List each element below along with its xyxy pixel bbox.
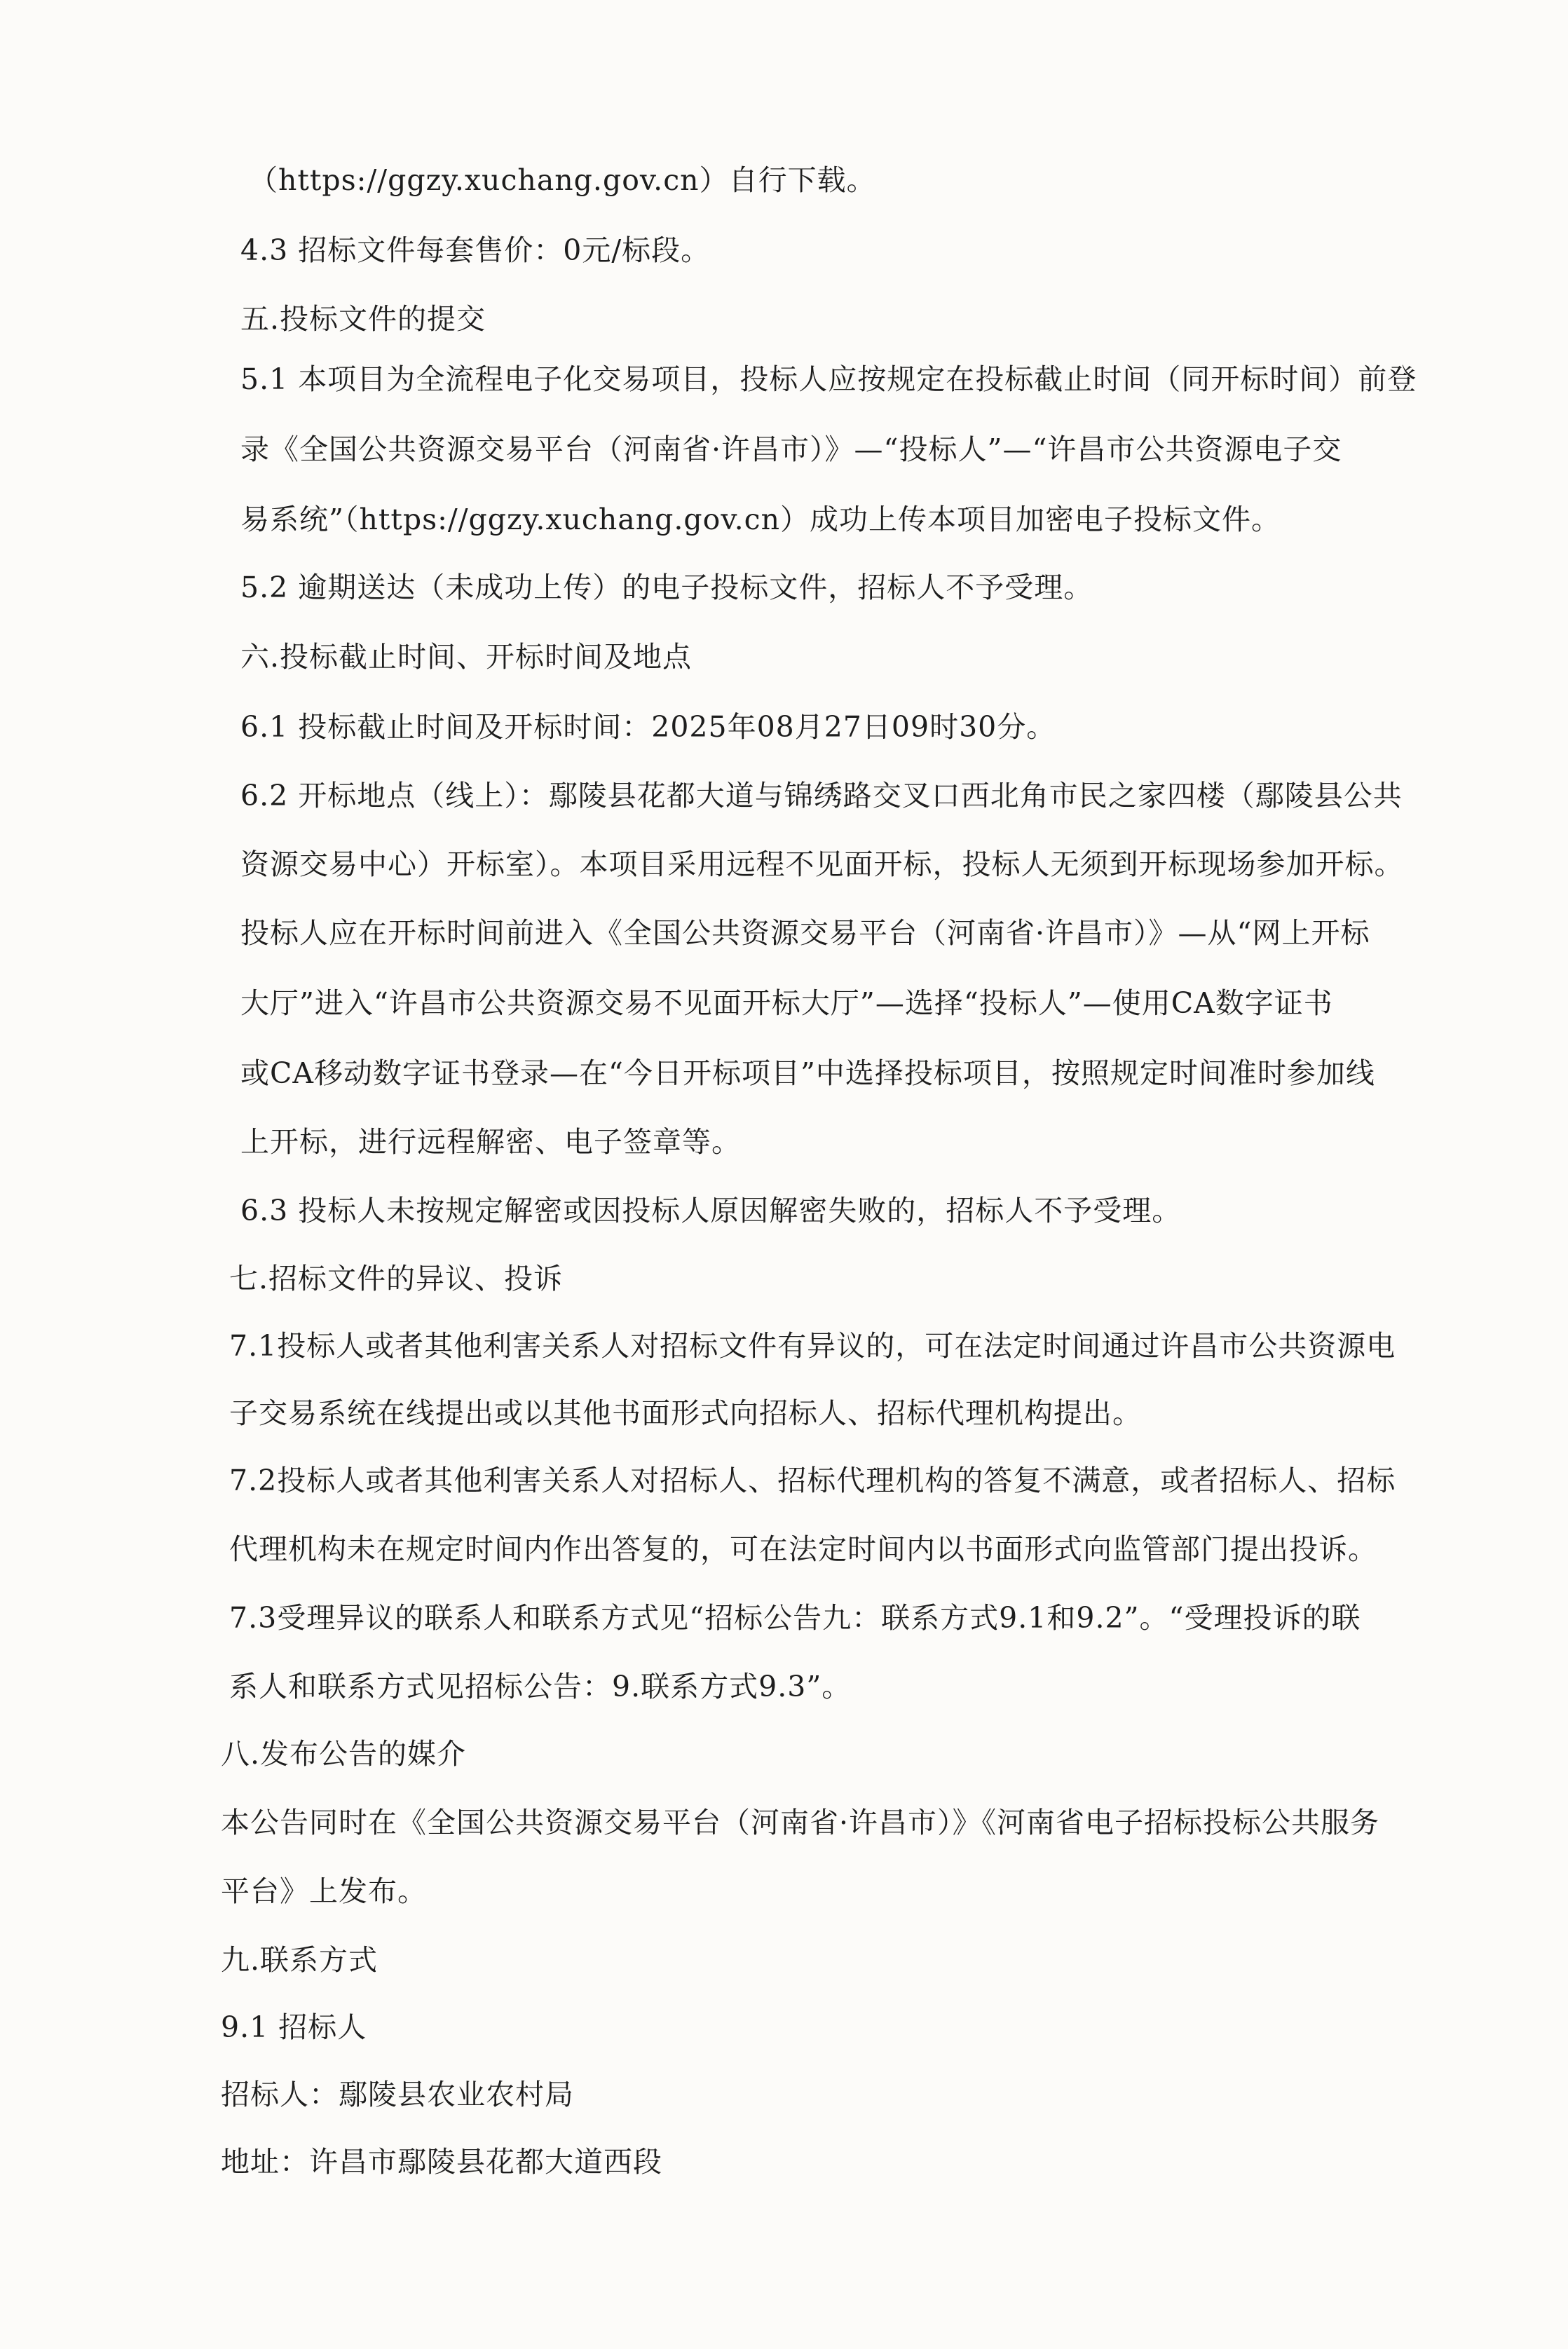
text-line: 平台》上发布。 [221,1874,427,1908]
text-line: 4.3 招标文件每套售价：0元/标段。 [240,233,711,267]
text-line: （https://ggzy.xuchang.gov.cn）自行下载。 [249,163,876,197]
text-line: 7.3受理异议的联系人和联系方式见“招标公告九：联系方式9.1和9.2”。“受理投诉的联 [229,1601,1361,1635]
text-line: 5.2 逾期送达（未成功上传）的电子投标文件，招标人不予受理。 [240,571,1093,604]
text-line: 上开标，进行远程解密、电子签章等。 [240,1125,741,1159]
text-line: 7.1投标人或者其他利害关系人对招标文件有异议的，可在法定时间通过许昌市公共资源电 [229,1329,1396,1363]
text-line: 6.1 投标截止时间及开标时间：2025年08月27日09时30分。 [240,710,1056,744]
text-line: 六.投标截止时间、开标时间及地点 [240,640,693,674]
text-line: 5.1 本项目为全流程电子化交易项目，投标人应按规定在投标截止时间（同开标时间）前登 [240,362,1417,396]
text-line: 代理机构未在规定时间内作出答复的，可在法定时间内以书面形式向监管部门提出投诉。 [229,1532,1377,1566]
text-line: 资源交易中心）开标室）。本项目采用远程不见面开标，投标人无须到开标现场参加开标。 [240,847,1404,881]
text-line: 五.投标文件的提交 [240,302,486,336]
text-line: 9.1 招标人 [221,2010,367,2044]
section-heading: 八.发布公告的媒介 [221,1737,467,1771]
text-line: 招标人：鄢陵县农业农村局 [221,2078,574,2111]
text-line: 易系统”（https://ggzy.xuchang.gov.cn）成功上传本项目加密电子投标文件。 [240,503,1281,536]
text-line: 子交易系统在线提出或以其他书面形式向招标人、招标代理机构提出。 [229,1396,1142,1430]
section-heading: 九.联系方式 [221,1943,379,1977]
text-line: 地址：许昌市鄢陵县花都大道西段 [221,2145,662,2179]
text-line: 7.2投标人或者其他利害关系人对招标人、招标代理机构的答复不满意，或者招标人、招标 [229,1464,1396,1497]
text-line: 大厅”进入“许昌市公共资源交易不见面开标大厅”—选择“投标人”—使用CA数字证书 [240,986,1333,1020]
text-line: 系人和联系方式见招标公告：9.联系方式9.3”。 [229,1670,852,1703]
section-heading: 七.招标文件的异议、投诉 [229,1262,564,1295]
text-line: 或CA移动数字证书登录—在“今日开标项目”中选择投标项目，按照规定时间准时参加线 [240,1056,1375,1090]
text-line: 6.2 开标地点（线上）：鄢陵县花都大道与锦绣路交叉口西北角市民之家四楼（鄢陵县公共 [240,779,1403,812]
text-line: 录《全国公共资源交易平台（河南省·许昌市）》—“投标人”—“许昌市公共资源电子交 [240,433,1342,466]
text-line: 本公告同时在《全国公共资源交易平台（河南省·许昌市）》《河南省电子招标投标公共服务 [221,1806,1380,1839]
text-line: 6.3 投标人未按规定解密或因投标人原因解密失败的，招标人不予受理。 [240,1194,1182,1227]
text-line: 投标人应在开标时间前进入《全国公共资源交易平台（河南省·许昌市）》—从“网上开标 [240,916,1370,950]
